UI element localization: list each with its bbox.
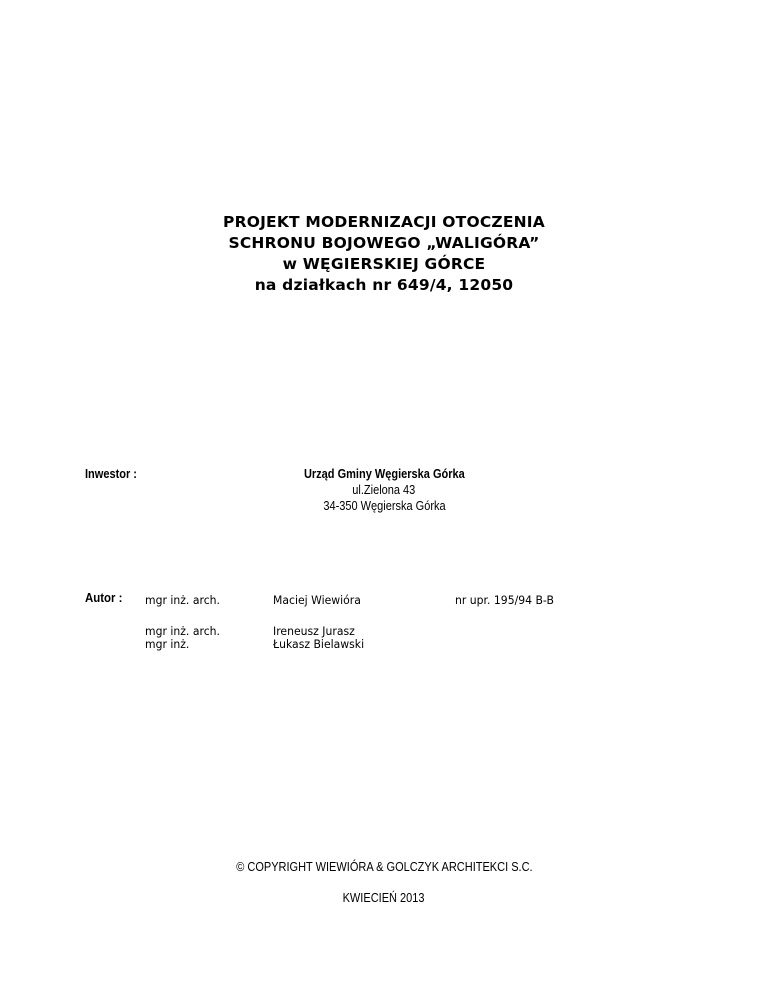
author-2-name: Ireneusz Jurasz xyxy=(273,625,355,638)
title-line-1: PROJEKT MODERNIZACJI OTOCZENIA xyxy=(223,213,545,231)
copyright-notice: © COPYRIGHT WIEWIÓRA & GOLCZYK ARCHITEKCI S.C. xyxy=(235,860,533,874)
title-line-4: na działkach nr 649/4, 12050 xyxy=(254,276,514,294)
document-date: KWIECIEŃ 2013 xyxy=(343,891,425,905)
author-1-license: nr upr. 195/94 B-B xyxy=(455,594,554,607)
author-1-title: mgr inż. arch. xyxy=(145,594,220,607)
investor-street: ul.Zielona 43 xyxy=(352,483,416,497)
author-3-title: mgr inż. xyxy=(145,638,190,651)
author-3-name: Łukasz Bielawski xyxy=(273,638,365,651)
project-title xyxy=(0,212,768,296)
title-line-3: w WĘGIERSKIEJ GÓRCE xyxy=(282,255,486,273)
investor-city: 34-350 Węgierska Górka xyxy=(322,499,446,513)
title-line-2: SCHRONU BOJOWEGO „WALIGÓRA” xyxy=(228,234,540,252)
author-1-name: Maciej Wiewióra xyxy=(273,594,361,607)
author-label: Autor : xyxy=(85,590,123,605)
investor-label: Inwestor : xyxy=(85,467,137,481)
investor-name: Urząd Gminy Węgierska Górka xyxy=(303,467,465,481)
author-2-title: mgr inż. arch. xyxy=(145,625,220,638)
